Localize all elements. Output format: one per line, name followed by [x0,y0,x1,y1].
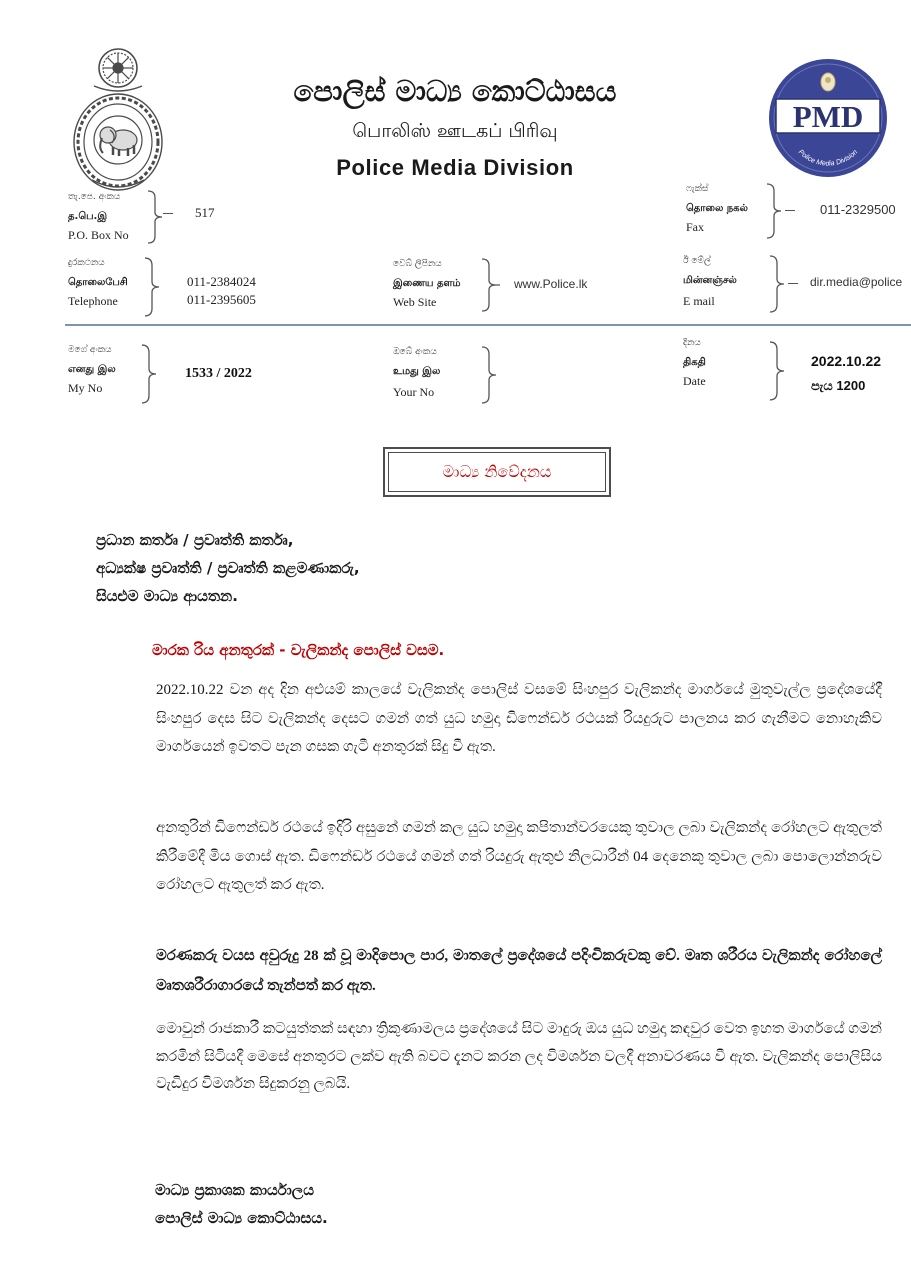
fax-label-en: Fax [686,220,704,234]
website-label-ta: இணைய தளம் [393,278,461,289]
body-paragraph-3: මරණකරු වයස අවුරුදු 28 ක් වූ මාදිපොල පාර, මාතලේ ප්‍රදේශයේ පදිංචිකරුවකු වේ. මෘත ශරීරය වැලිකන්ද රෝහලේ මෘතශරීරාගාරයේ තැන්පත් කර ඇත. [156,948,882,994]
bracket-icon [146,190,166,244]
fax-label-si: ෆැක්ස් [686,184,709,194]
fax-label [686,180,748,237]
email-label-ta: மின்னஞ்சல் [683,275,737,286]
page-title-sinhala: පොලිස් මාධ්‍ය කොට්ඨාසය [293,74,617,108]
bracket-icon [480,258,500,312]
bracket-icon [480,346,500,404]
telephone-label-si: දුරකථනය [68,258,105,268]
your-no-label-en: Your No [393,385,435,399]
body-paragraph-2: අනතුරින් ඩිෆෙන්ඩර් රථයේ ඉදිරි අසුනේ ගමන් කල යුධ හමුදා කපිතාන්වරයෙකු තුවාල ලබා වැලිකන්ද රෝහලට ඇතුලත් කිරීමේදී මිය ගොස් ඇත. ඩිෆෙන්ඩර් රථයේ ගමන් ගත් රියදුරු ඇතුළු නිලධාරීන් 04 දෙනෙකු තුවාල ලබා පොලොන්නරුව රෝහලට ඇතුලත් කර ඇත. [156,820,882,893]
addressee-line: ප්‍රධාන කර්තෘ / ප්‍රවෘත්ති කර්තෘ, [96,531,294,549]
website-label [393,255,461,312]
fax-value: 011-2329500 [820,202,896,217]
separator-dash [163,213,173,214]
separator-dash [788,283,798,284]
pmd-logo-icon [768,58,888,178]
your-no-label [393,342,440,402]
date-value: 2022.10.22 [811,353,882,369]
my-no-label [68,341,116,398]
po-box-label [68,188,129,245]
pmd-logo-arc-text: Police Media Division [796,148,860,168]
signature-line: මාධ්‍ය ප්‍රකාශක කාර්යාලය [155,1181,315,1199]
pmd-logo-text: PMD [792,99,864,134]
email-label [683,251,737,311]
my-no-label-ta: எனது இல [68,364,116,375]
my-no-label-en: My No [68,381,103,395]
page-title-tamil: பொலிஸ் ஊடகப் பிரிவு [352,120,558,142]
addressee-line: සියළුම මාධ්‍ය ආයතන. [96,587,238,605]
notice-title: මාධ්‍ය නිවේදනය [388,452,606,492]
bracket-icon [768,255,788,313]
body-paragraph-1: 2022.10.22 වන අද දින අළුයම් කාලයේ වැලිකන්ද පොලිස් වසමේ සිංහපුර වැලිකන්ද මාර්ගයේ මුතුවැල්ල ප්‍රදේශයේදී සිංහපුර දෙස සිට වැලිකන්ද දෙසට ගමන් ගත් යුධ හමුදා ඩිෆෙන්ඩර් රථයක් රියදුරුට පාලනය කර ගැනීමට නොහැකිව මාර්ගයෙන් ඉවතට පැන ගසක ගැටී අනතුරක් සිදු වී ඇත. [156,682,882,755]
header-divider [65,324,911,326]
website-label-en: Web Site [393,295,437,309]
email-value: dir.media@police [810,275,903,289]
my-no-value: 1533 / 2022 [185,366,252,381]
page-title-english: Police Media Division [336,155,574,180]
body-paragraph-4: මොවුන් රාජකාරී කටයුත්තක් සඳහා ත්‍රිකුණාමලය ප්‍රදේශයේ සිට මාදුරු ඔය යුධ හමුදා කඳවුර වෙත ඉහත මාර්ගයේ ගමන් කරමින් සිටියදී මෙසේ අනතුරට ලක්ව ඇති බවට දැනට කරන ලද විමර්ශන වලදී අනාවරණය වී ඇත. වැලිකන්ද පොලිසිය වැඩිදුර විමර්ශන සිදුකරනු ලබයි. [156,1021,882,1092]
time-value: පැය 1200 [811,378,866,393]
telephone-label-en: Telephone [68,294,118,308]
bracket-icon [140,344,160,404]
po-box-value: 517 [195,205,215,220]
website-label-si: වෙබ් ලිපිනය [393,259,442,269]
addressee-line: අධ්‍යක්ෂ ප්‍රවෘත්ති / ප්‍රවෘත්ති කළමණාකරු, [96,559,360,577]
date-label-si: දිනය [683,338,701,348]
po-box-label-ta: த.பெ.இ [68,211,108,222]
police-emblem-icon [72,40,164,192]
addressee-list [96,526,360,610]
website-value: www.Police.lk [514,277,588,291]
date-label-en: Date [683,374,706,388]
telephone-label-ta: தொலைபேசி [68,277,128,288]
bracket-icon [143,257,163,317]
your-no-label-ta: உமது இல [393,366,441,377]
telephone-value-2: 011-2395605 [187,292,256,307]
po-box-label-en: P.O. Box No [68,228,129,242]
notice-title-box [383,447,611,497]
date-label-ta: திகதி [683,357,706,368]
subject-heading: මාරක රිය අනතුරක් - වැලිකන්ද පොලිස් වසම. [152,641,445,659]
email-label-si: ඊ මේල් [683,256,711,266]
your-no-label-si: ඔබේ අංකය [393,347,437,357]
email-label-en: E mail [683,294,715,308]
signature-line: පොලිස් මාධ්‍ය කොට්ඨාසය. [155,1209,328,1227]
po-box-label-si: තැ.පෙ. අංකය [68,192,121,202]
telephone-label [68,254,128,311]
bracket-icon [768,341,788,401]
fax-label-ta: தொலை நகல் [686,203,748,214]
telephone-value-1: 011-2384024 [187,274,256,289]
date-label [683,334,706,391]
separator-dash [785,210,795,211]
bracket-icon [765,183,785,239]
signature-block [155,1176,328,1232]
my-no-label-si: මගේ අංකය [68,345,112,355]
